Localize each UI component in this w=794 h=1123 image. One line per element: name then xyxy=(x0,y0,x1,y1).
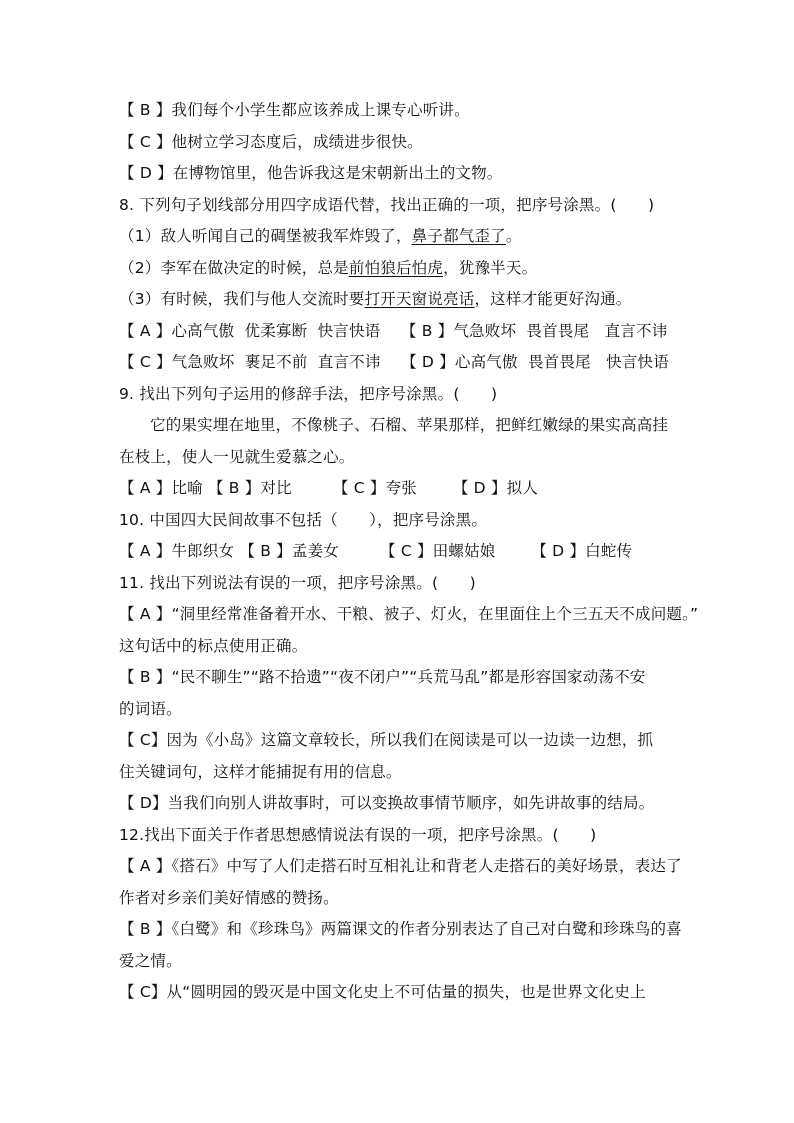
underlined-phrase: 打开天窗说亮话 xyxy=(364,290,475,308)
sentence-3 xyxy=(119,289,632,309)
option-line: 【 B 】“民不聊生”“路不拾遗”“夜不闭户”“兵荒马乱”都是形容国家动荡不安 xyxy=(119,668,646,686)
option-line: 【 D 】在博物馆里，他告诉我这是宋朝新出土的文物。 xyxy=(119,164,503,182)
option-line: 【 B 】《白鹭》和《珍珠鸟》两篇课文的作者分别表达了自己对白鹭和珍珠鸟的喜 xyxy=(119,920,682,938)
option-line: 这句话中的标点使用正确。 xyxy=(119,637,308,655)
option-line: 【 C】因为《小岛》这篇文章较长，所以我们在阅读是可以一边读一边想，抓 xyxy=(119,731,654,749)
option-line: 【 C 】他树立学习态度后，成绩进步很快。 xyxy=(119,133,423,151)
sentence-text: （3）有时候，我们与他人交流时要 xyxy=(119,290,365,308)
option-line: 【 A 】“洞里经常准备着开水、干粮、被子、灯火，在里面住上个三五天不成问题。” xyxy=(119,605,699,623)
sentence-text: （2）李军在做决定的时候，总是 xyxy=(119,259,349,277)
quoted-passage: 在枝上，使人一见就生爱慕之心。 xyxy=(119,448,355,466)
underlined-phrase: 鼻子都气歪了 xyxy=(411,227,506,245)
option-line: 【 C 】气急败坏 裹足不前 直言不讳 【 D 】心高气傲 畏首畏尾 快言快语 xyxy=(119,353,669,371)
sentence-text: ，这样才能更好沟通。 xyxy=(474,290,632,308)
option-line: 【 C】从“圆明园的毁灭是中国文化史上不可估量的损失，也是世界文化史上 xyxy=(119,983,646,1001)
question-8: 8. 下列句子划线部分用四字成语代替，找出正确的一项，把序号涂黑。( ) xyxy=(119,196,655,214)
option-line: 爱之情。 xyxy=(119,952,182,970)
sentence-text: ，犹豫半天。 xyxy=(443,259,538,277)
sentence-1 xyxy=(119,226,522,246)
option-line: 【 A 】心高气傲 优柔寡断 快言快语 【 B 】气急败坏 畏首畏尾 直言不讳 xyxy=(119,322,668,340)
question-12: 12.找出下面关于作者思想感情说法有误的一项，把序号涂黑。( ) xyxy=(119,826,597,844)
option-line: 【 A 】比喻 【 B 】对比 【 C 】夸张 【 D 】拟人 xyxy=(119,479,539,497)
question-9: 9. 找出下列句子运用的修辞手法，把序号涂黑。( ) xyxy=(119,385,498,403)
option-line: 【 A 】牛郎织女 【 B 】孟姜女 【 C 】田螺姑娘 【 D 】白蛇传 xyxy=(119,542,633,560)
option-line: 住关键词句，这样才能捕捉有用的信息。 xyxy=(119,763,402,781)
question-10: 10. 中国四大民间故事不包括（ ），把序号涂黑。 xyxy=(119,511,488,529)
option-line: 【 A 】《搭石》中写了人们走搭石时互相礼让和背老人走搭石的美好场景，表达了 xyxy=(119,857,682,875)
sentence-text: 。 xyxy=(505,227,522,245)
sentence-2 xyxy=(119,258,537,278)
sentence-text: （1）敌人听闻自己的碉堡被我军炸毁了， xyxy=(119,227,412,245)
question-11: 11. 找出下列说法有误的一项，把序号涂黑。( ) xyxy=(119,574,476,592)
underlined-phrase: 前怕狼后怕虎 xyxy=(348,259,444,277)
option-line: 【 D】当我们向别人讲故事时，可以变换故事情节顺序，如先讲故事的结局。 xyxy=(119,794,655,812)
option-line: 作者对乡亲们美好情感的赞扬。 xyxy=(119,889,339,907)
quoted-passage: 它的果实埋在地里，不像桃子、石榴、苹果那样，把鲜红嫩绿的果实高高挂 xyxy=(150,416,669,434)
option-line: 【 B 】我们每个小学生都应该养成上课专心听讲。 xyxy=(119,101,470,119)
option-line: 的词语。 xyxy=(119,700,182,718)
